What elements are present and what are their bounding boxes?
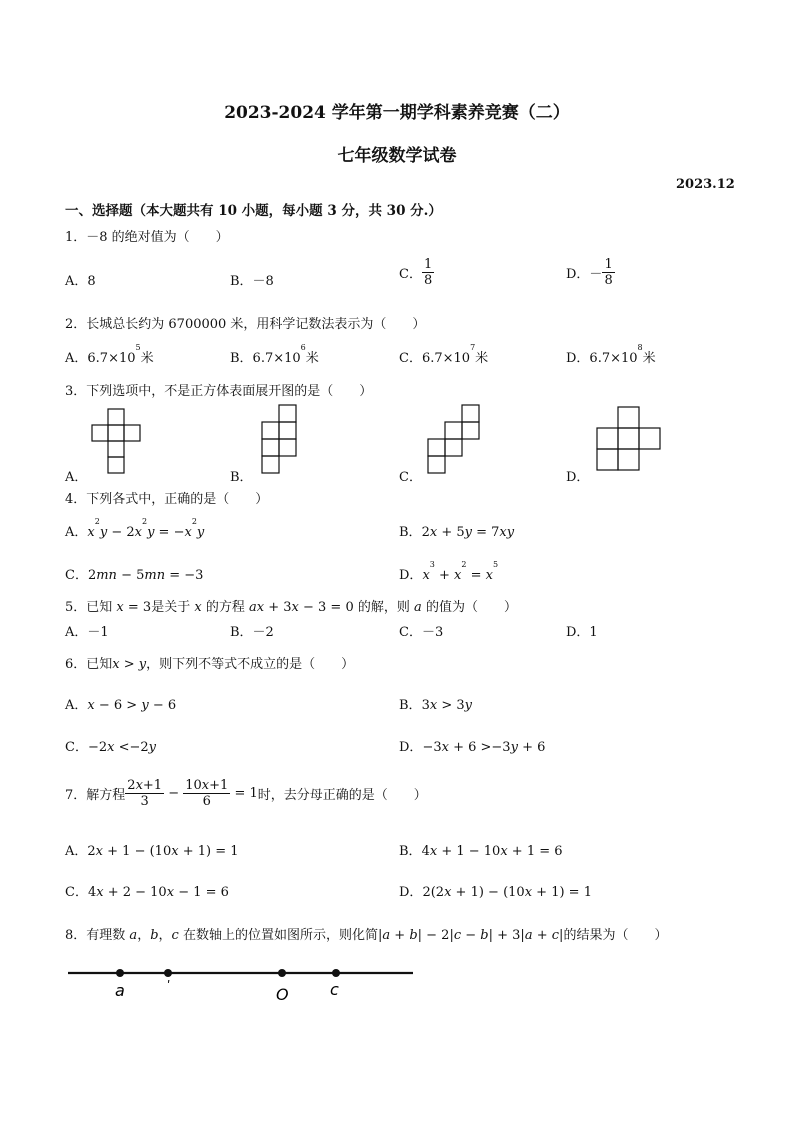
label-a: a [115, 981, 125, 1000]
label-origin: O [276, 985, 289, 1004]
q3-option-b: B． [230, 470, 253, 485]
q6-option-c: C．−2x <−2y [65, 740, 157, 755]
q3-stem: 3．下列选项中，不是正方体表面展开图的是（ ） [65, 384, 373, 399]
q7-option-c: C．4x + 2 − 10x − 1 = 6 [65, 885, 229, 900]
net-diagram-d [597, 407, 663, 473]
q7-option-d: D．2(2x + 1) − (10x + 1) = 1 [399, 885, 592, 900]
label-b: ʹ [167, 979, 171, 993]
net-diagram-b [262, 405, 302, 475]
net-diagram-c [428, 405, 483, 475]
exam-date: 2023.12 [676, 177, 735, 192]
q5-option-b: B．－2 [230, 625, 274, 640]
number-line-diagram [68, 960, 418, 1005]
q4-option-d: D．$x^3 + x^2 = x^5$ [399, 560, 499, 583]
q6-option-b: B．3x > 3y [399, 698, 472, 713]
q7-stem: 7．解方程 $\frac{2x+1}{3}$ − $\frac{10x+1}{6}$ = 1时，去分母正确的是（ ） [65, 778, 427, 809]
q5-option-a: A．－1 [65, 625, 109, 640]
q2-stem: 2．长城总长约为 6700000 米，用科学记数法表示为（ ） [65, 317, 426, 332]
point-b [164, 969, 172, 977]
page-subtitle: 七年级数学试卷 [337, 146, 457, 166]
q2-option-a: A．$6.7\times 10^5$米 [65, 343, 154, 366]
q2-option-b: B．$6.7\times 10^6$米 [230, 343, 319, 366]
q1-stem: 1．－8 的绝对值为（ ） [65, 230, 229, 245]
q4-option-a: A．$x^2y - 2x^2y = -x^2y$ [65, 517, 205, 540]
q7-option-b: B．4x + 1 − 10x + 1 = 6 [399, 844, 563, 859]
point-origin [278, 969, 286, 977]
q1-option-d: D．－ $\frac{1}{8}$ [566, 257, 613, 288]
q6-stem: 6．已知x > y，则下列不等式不成立的是（ ） [65, 657, 355, 672]
q3-option-c: C． [399, 470, 422, 485]
point-c [332, 969, 340, 977]
page-title: 2023-2024 学年第一期学科素养竞赛（二） [224, 103, 570, 123]
q5-option-d: D．1 [566, 625, 598, 640]
q5-stem: 5．已知 x = 3是关于 x 的方程 ax + 3x − 3 = 0 的解，则 a 的值为（ ） [65, 600, 517, 615]
q2-option-d: D．$6.7\times 10^8$米 [566, 343, 656, 366]
q8-stem: 8．有理数 a，b，c 在数轴上的位置如图所示，则化简|a + b| − 2|c − b| + 3|a + c|的结果为（ ） [65, 928, 668, 943]
q6-option-a: A．x − 6 > y − 6 [65, 698, 177, 713]
q4-stem: 4．下列各式中，正确的是（ ） [65, 492, 269, 507]
q1-option-b: B．－8 [230, 274, 274, 289]
section-heading: 一、选择题（本大题共有 10 小题，每小题 3 分，共 30 分.） [65, 203, 442, 219]
q3-option-d: D． [566, 470, 590, 485]
point-a [116, 969, 124, 977]
q4-option-c: C．2mn − 5mn = −3 [65, 568, 204, 583]
q1-option-a: A．8 [65, 274, 96, 289]
q1-option-c: C． $\frac{1}{8}$ [399, 257, 433, 288]
q2-option-c: C．$6.7\times 10^7$米 [399, 343, 489, 366]
q3-option-a: A． [65, 470, 88, 485]
q4-option-b: B．2x + 5y = 7xy [399, 525, 515, 540]
q7-option-a: A．2x + 1 − (10x + 1) = 1 [65, 844, 239, 859]
q5-option-c: C．－3 [399, 625, 444, 640]
net-diagram-a [92, 409, 142, 474]
q6-option-d: D．−3x + 6 >−3y + 6 [399, 740, 546, 755]
label-c: c [330, 980, 339, 999]
